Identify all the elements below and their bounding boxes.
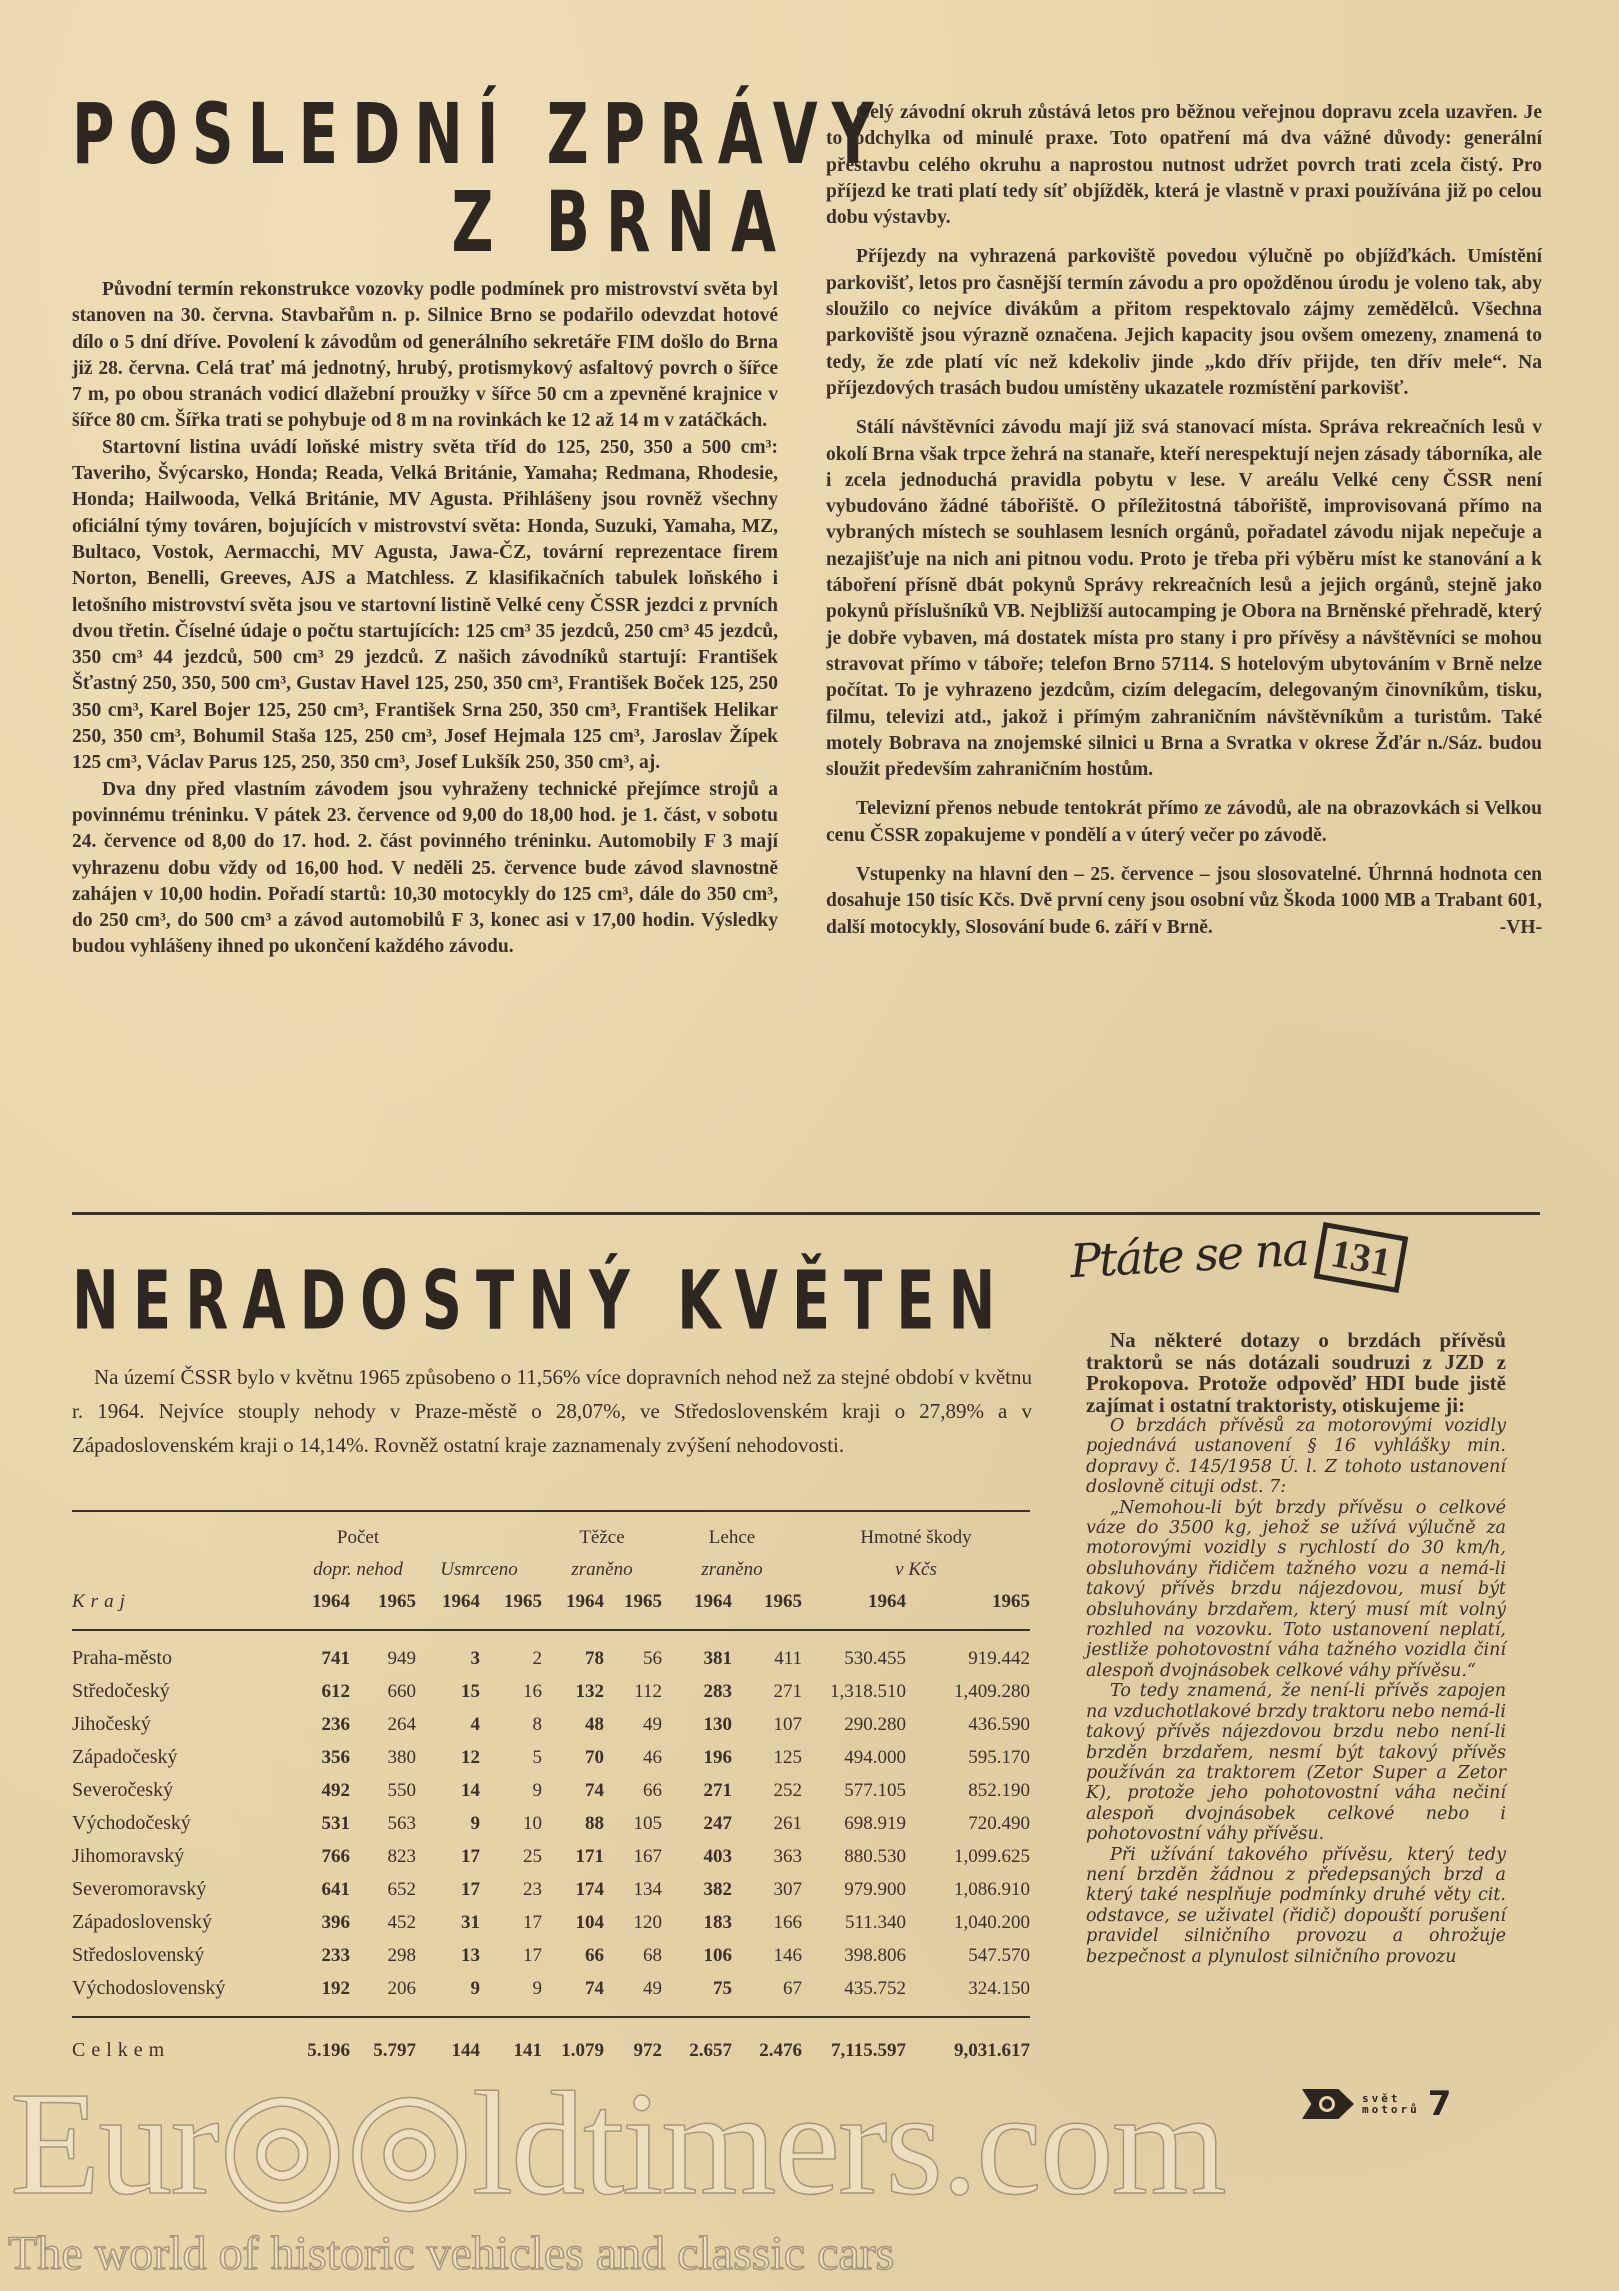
article2-intro-text: Na území ČSSR bylo v květnu 1965 způsobeno o 11,56% více dopravních nehod než za stejné období v květnu r. 1964. Nejvíce stouply nehody v Praze-městě o 28,07%, ve Středoslovenském kraji o 27,89% a v Západoslovenském kraji o 14,14%. Rovněž ostatní kraje zaznamenaly zvýšení nehodovosti. bbox=[72, 1365, 1032, 1457]
table-cell: 12 bbox=[461, 1746, 480, 1768]
table-cell: 264 bbox=[387, 1713, 416, 1735]
table-top-rule bbox=[72, 1510, 1030, 1512]
table-cell: 720.490 bbox=[968, 1812, 1030, 1834]
qa-lead: Na některé dotazy o brzdách přívěsů traktorů se nás dotázali soudruzi z JZD z Prokopova. Protože odpověď HDI bude jistě zajímat i ostatní traktoristy, otiskujeme ji: bbox=[1086, 1328, 1506, 1417]
qa-heading-stamp: 131 bbox=[1313, 1222, 1408, 1293]
section-divider bbox=[72, 1212, 1540, 1215]
magazine-name-line1: svět bbox=[1362, 2092, 1401, 2105]
total-cell: 5.196 bbox=[307, 2039, 350, 2061]
table-cell: 16 bbox=[523, 1680, 542, 1702]
table-cell: 236 bbox=[321, 1713, 350, 1735]
table-cell: 166 bbox=[773, 1911, 802, 1933]
table-cell: 31 bbox=[461, 1911, 480, 1933]
table-cell: 698.919 bbox=[844, 1812, 906, 1834]
table-row bbox=[72, 1708, 1030, 1741]
table-cell: 511.340 bbox=[844, 1911, 906, 1933]
table-cell: 132 bbox=[575, 1680, 604, 1702]
total-cell: 5.797 bbox=[373, 2039, 416, 2061]
article1-paragraph: Vstupenky na hlavní den – 25. července – jsou slosovatelné. Úhrnná hodnota cen dosahuje 150 tisíc Kčs. Dvě první ceny jsou osobní vůz Škoda 1000 MB a Trabant 601, další motocykly, Slosování bude 6. září v Brně. bbox=[826, 864, 1542, 938]
header-damage-sub: v Kčs bbox=[895, 1559, 937, 1580]
article1-paragraph: Stálí návštěvníci závodu mají již svá stanovací místa. Správa rekreačních lesů v okolí Brna však trpce žehrá na stanaře, kteří nerespektují nejen zásady táborníka, ale i zcela jednoduchá pravidla pobytu v lese. V areálu Velké ceny ČSSR není vybudováno žádné tábořiště. O příležitostná tábořiště, improvisovaná přímo na vybraných místech se souhlasem lesních orgánů, pořadatel závodu nijak nepečuje a nezajišťuje na nich ani pitnou vodu. Proto je třeba při výběru míst ke stanování a k táboření přísně dbát pokynů Správy rekreačních lesů a jejich orgánů, stejně jako pokynů příslušníků VB. Nejbližší autocamping je Obora na Brněnské přehradě, který je dobře vybaven, má dostatek místa pro stany i pro přívěsy a návštěvníci se mohou stravovat přímo v táboře; telefon Brno 57114. S hotelovým ubytováním v Brně nelze počítat. To je vyhrazeno jezdcům, cizím delegacím, delegovaným činovníkům, tisku, filmu, televizi atd., jakož i přímým zahraničním návštěvníkům a turistům. Také motely Bobrava na znojemské silnici u Brna a Svratka v okrese Žďár n./Sáz. budou sloužit především zahraničním hostům. bbox=[826, 417, 1542, 781]
table-cell: 10 bbox=[523, 1812, 542, 1834]
table-cell: 14 bbox=[461, 1779, 480, 1801]
magazine-name bbox=[1362, 2093, 1420, 2115]
table-cell: 612 bbox=[321, 1680, 350, 1702]
table-body bbox=[72, 1618, 1030, 2005]
table-cell: 233 bbox=[321, 1944, 350, 1966]
table-cell: 15 bbox=[461, 1680, 480, 1702]
table-cell: 356 bbox=[321, 1746, 350, 1768]
table-row bbox=[72, 1906, 1030, 1939]
table-cell: 4 bbox=[470, 1713, 480, 1735]
table-cell: 766 bbox=[321, 1845, 350, 1867]
table-row bbox=[72, 1873, 1030, 1906]
article2-title: NERADOSTNÝ KVĚTEN bbox=[72, 1254, 1010, 1349]
total-cell: 7,115.597 bbox=[831, 2039, 906, 2061]
table-cell: 68 bbox=[643, 1944, 662, 1966]
table-row bbox=[72, 1807, 1030, 1840]
year-header: 1965 bbox=[624, 1591, 662, 1612]
table-cell: 9 bbox=[470, 1977, 480, 1999]
region-name: Východoslovenský bbox=[72, 1977, 226, 1999]
page-number: 7 bbox=[1427, 2084, 1452, 2124]
table-row bbox=[72, 1972, 1030, 2005]
table-cell: 1,040.200 bbox=[954, 1911, 1030, 1933]
table-cell: 75 bbox=[713, 1977, 732, 1999]
magazine-logo bbox=[1302, 2084, 1451, 2124]
table-cell: 530.455 bbox=[844, 1647, 906, 1669]
year-header: 1964 bbox=[442, 1591, 480, 1612]
table-header-rule bbox=[72, 1629, 1030, 1631]
table-cell: 107 bbox=[773, 1713, 802, 1735]
table-cell: 206 bbox=[387, 1977, 416, 1999]
table-cell: 120 bbox=[633, 1911, 662, 1933]
table-cell: 112 bbox=[634, 1680, 662, 1702]
year-header: 1964 bbox=[566, 1591, 604, 1612]
qa-column-heading bbox=[1068, 1221, 1404, 1289]
article1-paragraph: Dva dny před vlastním závodem jsou vyhraženy technické přejímce strojů a povinnému tréninku. V pátek 23. července od 9,00 do 18,00 hod. je 1. část, v sobotu 24. července od 8,00 do 17. hod. 2. část povinného tréninku. Automobily F 3 mají vyhrazenu dobu vždy od 16,00 hod. V neděli 25. července bude závod slavnostně zahájen v 10,00 hodin. Pořadí startů: 10,30 motocykly do 125 cm³, dále do 350 cm³, do 250 cm³, do 500 cm³ a závod automobilů F 3, konec asi v 17,00 hodin. Výsledky budou vyhlášeny ihned po ukončení každého závodu. bbox=[72, 778, 778, 958]
qa-paragraph: Při užívání takového přívěsu, který tedy není brzděn žádnou z předepsaných brzd a který také nesplňuje podmínky druhé věty cit. odstavce, se uživatel (řidič) dopouští porušení pravidel silničního provozu a ohrožuje bezpečnost a plynulost silničního provozu bbox=[1086, 1844, 1506, 1967]
table-cell: 130 bbox=[703, 1713, 732, 1735]
eye-logo-icon bbox=[1302, 2089, 1354, 2119]
table-cell: 146 bbox=[773, 1944, 802, 1966]
table-cell: 271 bbox=[703, 1779, 732, 1801]
table-cell: 531 bbox=[321, 1812, 350, 1834]
article1-title-line2: Z BRNA bbox=[451, 172, 792, 272]
table-cell: 1,409.280 bbox=[954, 1680, 1030, 1702]
table-cell: 17 bbox=[523, 1944, 542, 1966]
table-cell: 271 bbox=[773, 1680, 802, 1702]
region-name: Severomoravský bbox=[72, 1878, 207, 1900]
region-name: Severočeský bbox=[72, 1779, 174, 1801]
table-cell: 78 bbox=[585, 1647, 604, 1669]
region-name: Jihomoravský bbox=[72, 1845, 185, 1867]
table-cell: 88 bbox=[585, 1812, 604, 1834]
table-cell: 23 bbox=[523, 1878, 542, 1900]
header-killed: Usmrceno bbox=[440, 1559, 518, 1580]
table-cell: 56 bbox=[643, 1647, 662, 1669]
table-cell: 298 bbox=[387, 1944, 416, 1966]
table-cell: 192 bbox=[321, 1977, 350, 1999]
qa-paragraph: „Nemohou-li být brzdy přívěsu o celkové váze do 3500 kg, jehož se užívá výlučně za motorovými vozidly s rychlostí do 30 km/h, obsluhovány řidičem tažného vozu a nemá-li takový přívěs brzdu nájezdovou, musí být obsluhovány brzdařem, který musí mít volný rozhled na vozovku. Toto ustanovení neplatí, jestliže pohotovostní váha tažného vozidla činí alespoň dvojnásobek celkové váhy přívěsu.“ bbox=[1086, 1497, 1506, 1681]
article2-headline bbox=[72, 1254, 1010, 1349]
table-cell: 125 bbox=[773, 1746, 802, 1768]
table-cell: 641 bbox=[321, 1878, 350, 1900]
table-cell: 66 bbox=[643, 1779, 662, 1801]
table-cell: 324.150 bbox=[968, 1977, 1030, 1999]
article1-paragraph: Startovní listina uvádí loňské mistry světa tříd do 125, 250, 350 a 500 cm³: Taveriho, Švýcarsko, Honda; Reada, Velká Británie, Yamaha; Redmana, Rhodesie, Honda; Hailwooda, Velká Británie, MV Agusta. Přihlášeny jsou rovněž všechny oficiální týmy továren, bojujících v mistrovství světa: Honda, Suzuki, Yamaha, MZ, Bultaco, Vostok, Aermacchi, MV Agusta, Jawa-ČZ, tovární reprezentace firem Norton, Benelli, Greeves, AJS a Matchless. Z klasifikačních tabulek loňského i letošního mistrovství světa jsou ve startovní listině Velké ceny ČSSR jezdci z prvních dvou třetin. Číselné údaje o počtu startujících: 125 cm³ 35 jezdců, 250 cm³ 45 jezdců, 350 cm³ 44 jezdců, 500 cm³ 29 jezdců. Z našich závodníků startují: František Šťastný 250, 350, 500 cm³, Gustav Havel 125, 250, 350 cm³, František Boček 125, 250 350 cm³, Karel Bojer 125, 250 cm³, František Srna 250, 350 cm³, František Helikar 250, 350 cm³, Bohumil Staša 125, 250 cm³, Josef Hejmala 125 cm³, Jaroslav Žípek 125 cm³, Václav Parus 125, 250, 350 cm³, Josef Lukšík 250, 350 cm³, aj. bbox=[72, 436, 778, 774]
table-cell: 363 bbox=[773, 1845, 802, 1867]
header-killed-line1 bbox=[416, 1522, 542, 1554]
table-cell: 106 bbox=[703, 1944, 732, 1966]
table-cell: 252 bbox=[773, 1779, 802, 1801]
table-cell: 823 bbox=[387, 1845, 416, 1867]
table-cell: 307 bbox=[773, 1878, 802, 1900]
table-cell: 9 bbox=[532, 1977, 542, 1999]
table-cell: 13 bbox=[461, 1944, 480, 1966]
table-cell: 660 bbox=[387, 1680, 416, 1702]
article1-title-line1: POSLEDNÍ ZPRÁVY bbox=[72, 84, 888, 184]
region-name: Západoslovenský bbox=[72, 1911, 212, 1933]
article1-paragraph: Celý závodní okruh zůstává letos pro běžnou veřejnou dopravu zcela uzavřen. Je to odchylka od minulé praxe. Toto opatření má dva vážné důvody: generální přestavbu celého okruhu a naprostou nutnost udržet povrch trati zcela čistý. Pro příjezd ke trati platí tedy síť objížděk, která je vlastně v praxi používána již po celou dobu výstavby. bbox=[826, 102, 1542, 229]
article1-signature: -VH- bbox=[1499, 916, 1542, 938]
table-cell: 290.280 bbox=[844, 1713, 906, 1735]
table-cell: 563 bbox=[387, 1812, 416, 1834]
table-cell: 46 bbox=[643, 1746, 662, 1768]
table-cell: 196 bbox=[703, 1746, 732, 1768]
article1-paragraph: Původní termín rekonstrukce vozovky podle podmínek pro mistrovství světa byl stanoven na 30. června. Stavbařům n. p. Silnice Brno se podařilo odevzdat hotové dílo o 5 dní dříve. Povolení k závodům od generálního sekretáře FIM došlo do Brna již 28. června. Celá trať má jednotný, hrubý, protismykový asfaltový povrch o šířce 7 m, po obou stranách vodicí dlažební proužky v šířce 50 cm a zpevněné krajnice v šířce 80 cm. Šířka trati se pohybuje od 8 m na rovinkách ke 12 až 14 m v zatáčkách. bbox=[72, 279, 778, 432]
qa-paragraph: To tedy znamená, že není-li přívěs zapojen na vzduchotlakové brzdy traktoru nebo nemá-li takový přívěs nájezdovou brzdu nebo není-li brzděn brzdařem, nesmí být takový přívěs používán za traktorem (Zetor Super a Zetor K), protože jeho pohotovostní váha nečiní alespoň dvojnásobek celkové nebo i pohotovostní váhy přívěsu. bbox=[1086, 1681, 1506, 1845]
table-cell: 492 bbox=[321, 1779, 350, 1801]
year-header: 1965 bbox=[504, 1591, 542, 1612]
table-cell: 183 bbox=[703, 1911, 732, 1933]
table-cell: 70 bbox=[585, 1746, 604, 1768]
table-cell: 398.806 bbox=[844, 1944, 906, 1966]
table-cell: 167 bbox=[633, 1845, 662, 1867]
qa-paragraph: O brzdách přívěsů za motorovými vozidly pojednává ustanovení § 16 vyhlášky min. dopravy č. 145/1958 Ú. l. Z tohoto ustanovení doslovně cituji odst. 7: bbox=[1086, 1416, 1506, 1498]
watermark-subtitle: The world of historic vehicles and classic cars bbox=[8, 2227, 895, 2280]
header-serious: Těžce bbox=[579, 1527, 625, 1548]
header-accidents-sub: dopr. nehod bbox=[313, 1559, 403, 1580]
accident-table bbox=[72, 1522, 1030, 2005]
article1-left-column bbox=[72, 277, 778, 961]
watermark-main: Eur◎◎ldtimers.com bbox=[10, 2062, 1225, 2226]
table-cell: 74 bbox=[585, 1977, 604, 1999]
year-header: 1965 bbox=[764, 1591, 802, 1612]
table-cell: 435.752 bbox=[844, 1977, 906, 1999]
table-cell: 979.900 bbox=[844, 1878, 906, 1900]
table-cell: 174 bbox=[575, 1878, 604, 1900]
table-row bbox=[72, 1741, 1030, 1774]
qa-heading-script: Ptáte se na bbox=[1068, 1221, 1309, 1289]
table-year-header-row bbox=[72, 1586, 1030, 1618]
table-cell: 2 bbox=[532, 1647, 542, 1669]
table-total-rule bbox=[72, 2016, 1030, 2018]
table-cell: 25 bbox=[523, 1845, 542, 1867]
table-row bbox=[72, 1774, 1030, 1807]
table-cell: 67 bbox=[783, 1977, 802, 1999]
table-cell: 49 bbox=[643, 1977, 662, 1999]
magazine-name-line2: motorů bbox=[1362, 2103, 1420, 2116]
table-cell: 380 bbox=[387, 1746, 416, 1768]
region-name: Východočeský bbox=[72, 1812, 191, 1834]
table-cell: 547.570 bbox=[968, 1944, 1030, 1966]
table-cell: 66 bbox=[585, 1944, 604, 1966]
header-serious-sub: zraněno bbox=[571, 1559, 633, 1580]
year-header: 1964 bbox=[312, 1591, 350, 1612]
table-cell: 452 bbox=[387, 1911, 416, 1933]
table-cell: 919.442 bbox=[968, 1647, 1030, 1669]
table-cell: 1,318.510 bbox=[830, 1680, 906, 1702]
table-cell: 411 bbox=[774, 1647, 802, 1669]
table-cell: 104 bbox=[575, 1911, 604, 1933]
total-cell: 2.476 bbox=[759, 2039, 802, 2061]
table-cell: 283 bbox=[703, 1680, 732, 1702]
table-cell: 741 bbox=[321, 1647, 350, 1669]
table-row bbox=[72, 1939, 1030, 1972]
region-name: Středočeský bbox=[72, 1680, 170, 1702]
year-header: 1965 bbox=[992, 1591, 1030, 1612]
table-cell: 550 bbox=[387, 1779, 416, 1801]
region-name: Jihočeský bbox=[72, 1713, 151, 1735]
table-cell: 396 bbox=[321, 1911, 350, 1933]
table-cell: 48 bbox=[585, 1713, 604, 1735]
table-cell: 577.105 bbox=[844, 1779, 906, 1801]
article1-paragraph: Televizní přenos nebude tentokrát přímo ze závodů, ale na obrazovkách si Velkou cenu ČSSR zopakujeme v pondělí a v úterý večer po závodě. bbox=[826, 798, 1542, 846]
table-cell: 171 bbox=[575, 1845, 604, 1867]
table-cell: 8 bbox=[532, 1713, 542, 1735]
header-light-sub: zraněno bbox=[701, 1559, 763, 1580]
table-cell: 852.190 bbox=[968, 1779, 1030, 1801]
total-cell: 2.657 bbox=[689, 2039, 732, 2061]
total-cell: 144 bbox=[451, 2039, 480, 2061]
header-accidents: Počet bbox=[336, 1527, 380, 1548]
table-cell: 49 bbox=[643, 1713, 662, 1735]
table-row bbox=[72, 1840, 1030, 1873]
header-damage: Hmotné škody bbox=[860, 1527, 972, 1548]
table-group-header-row-1 bbox=[72, 1522, 1030, 1554]
table-cell: 3 bbox=[470, 1647, 480, 1669]
total-cell: 972 bbox=[633, 2039, 662, 2061]
article1-right-column bbox=[826, 100, 1542, 941]
table-cell: 652 bbox=[387, 1878, 416, 1900]
table-cell: 247 bbox=[703, 1812, 732, 1834]
year-header: 1965 bbox=[378, 1591, 416, 1612]
article1-headline bbox=[72, 84, 888, 272]
article1-paragraph: Příjezdy na vyhrazená parkoviště povedou výlučně po objížďkách. Umístění parkovišť, letos pro časnější termín závodu a pro opožděnou úrodu je voleno tak, aby sloužilo co nejvíce divákům a přitom respektovalo zájmy zemědělců. Všechna parkoviště jsou výrazně označena. Jejich kapacity jsou ovšem omezeny, znamená to tedy, že zde platí víc než kdekoliv jinde „kdo dřív přijde, ten dřív mele“. Na příjezdových trasách budou umístěny ukazatele rozmístění parkovišť. bbox=[826, 246, 1542, 399]
table-cell: 17 bbox=[461, 1845, 480, 1867]
total-cell: 1.079 bbox=[561, 2039, 604, 2061]
table-cell: 494.000 bbox=[844, 1746, 906, 1768]
table-group-header-row-2 bbox=[72, 1554, 1030, 1586]
table-row bbox=[72, 1642, 1030, 1675]
table-cell: 5 bbox=[532, 1746, 542, 1768]
total-cell: 141 bbox=[513, 2039, 542, 2061]
table-cell: 436.590 bbox=[968, 1713, 1030, 1735]
table-cell: 1,099.625 bbox=[954, 1845, 1030, 1867]
article2-intro bbox=[72, 1360, 1032, 1462]
table-cell: 17 bbox=[523, 1911, 542, 1933]
table-cell: 949 bbox=[387, 1647, 416, 1669]
table-cell: 105 bbox=[633, 1812, 662, 1834]
table-cell: 134 bbox=[633, 1878, 662, 1900]
region-name: Západočeský bbox=[72, 1746, 178, 1768]
qa-column bbox=[1086, 1330, 1506, 1967]
header-region: Kraj bbox=[72, 1591, 131, 1612]
year-header: 1964 bbox=[868, 1591, 906, 1612]
total-cell: 9,031.617 bbox=[954, 2039, 1030, 2061]
table-cell: 9 bbox=[470, 1812, 480, 1834]
table-cell: 1,086.910 bbox=[954, 1878, 1030, 1900]
table-cell: 382 bbox=[703, 1878, 732, 1900]
total-label: Celkem bbox=[72, 2039, 171, 2061]
table-cell: 74 bbox=[585, 1779, 604, 1801]
header-light: Lehce bbox=[708, 1527, 756, 1548]
table-cell: 595.170 bbox=[968, 1746, 1030, 1768]
table-cell: 381 bbox=[703, 1647, 732, 1669]
table-row bbox=[72, 1675, 1030, 1708]
table-cell: 261 bbox=[773, 1812, 802, 1834]
year-header: 1964 bbox=[694, 1591, 732, 1612]
table-cell: 403 bbox=[703, 1845, 732, 1867]
table-cell: 880.530 bbox=[844, 1845, 906, 1867]
region-name: Středoslovenský bbox=[72, 1944, 205, 1966]
table-cell: 17 bbox=[461, 1878, 480, 1900]
region-name: Praha-město bbox=[72, 1647, 172, 1669]
table-cell: 9 bbox=[532, 1779, 542, 1801]
